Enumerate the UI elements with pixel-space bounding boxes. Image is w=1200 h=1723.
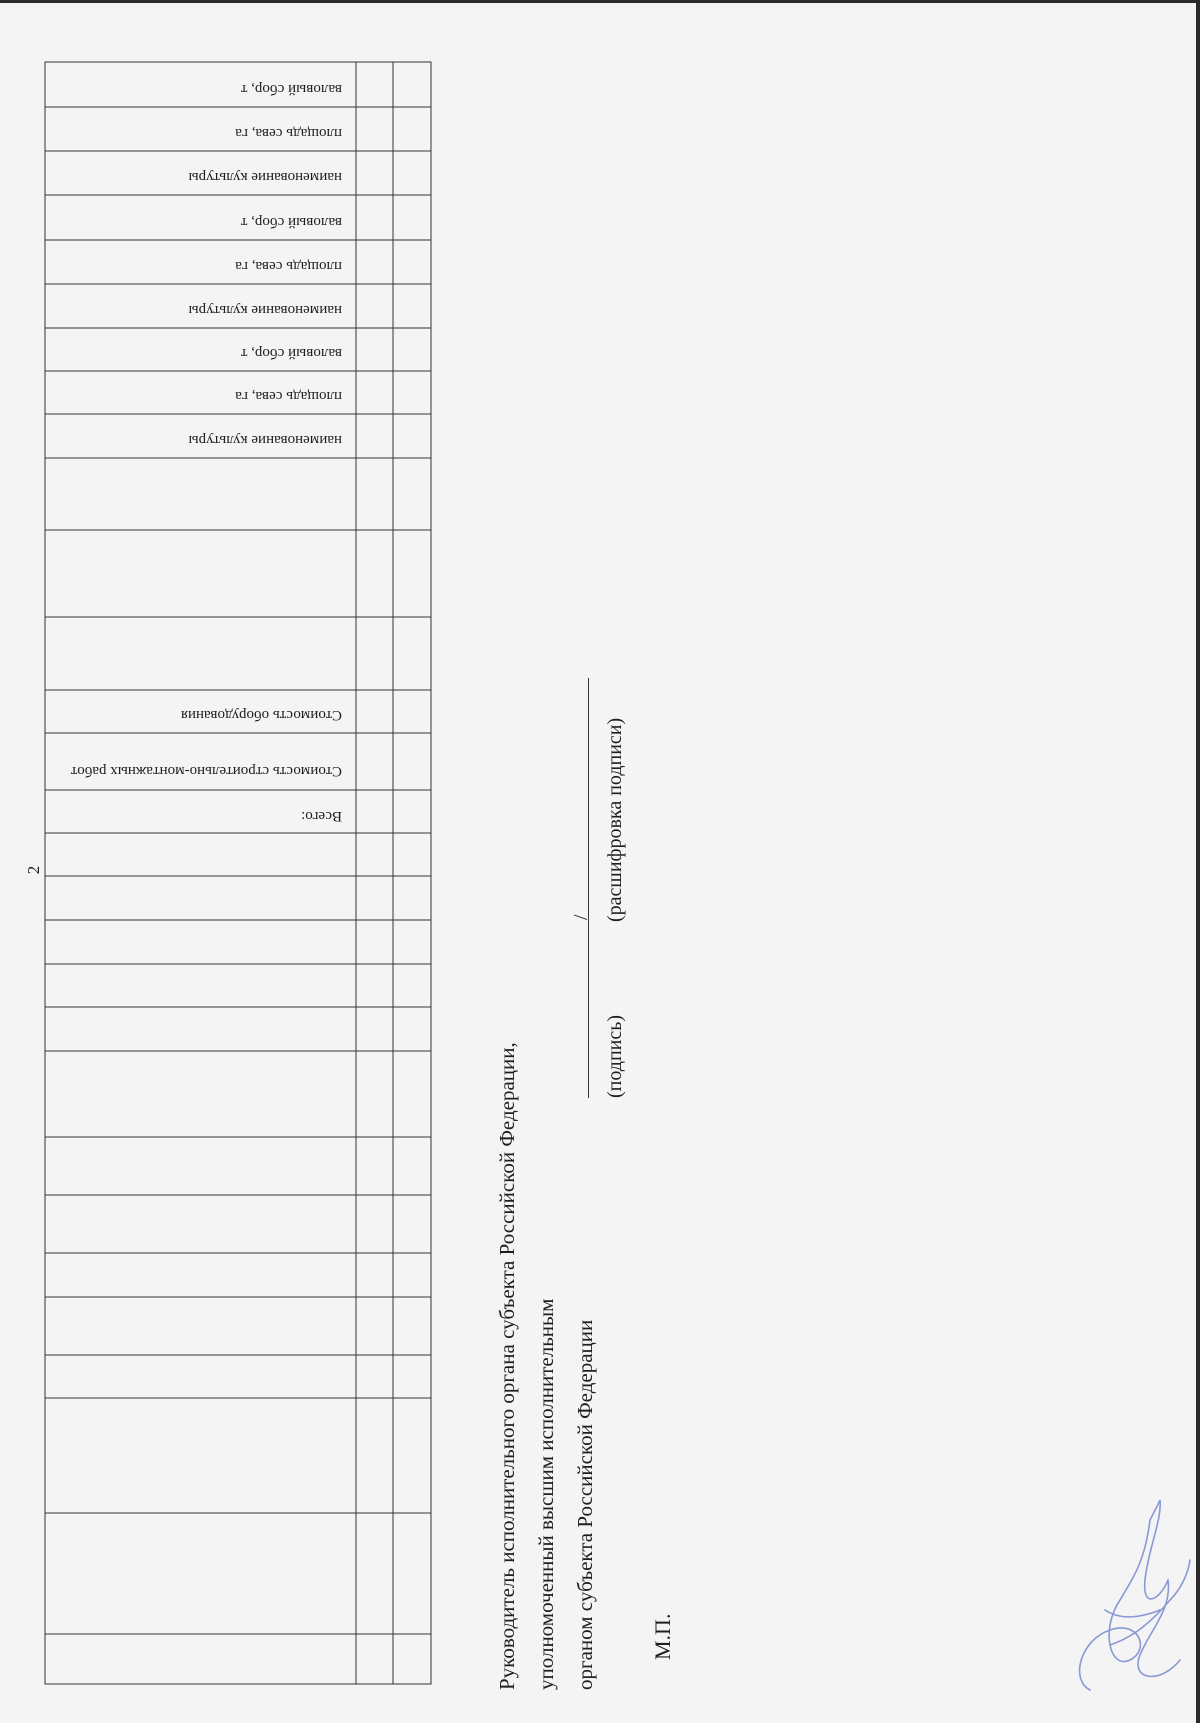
header-cost-construction: Стоимость строительно-монтажных работ <box>70 763 342 779</box>
stamp-place: М.П. <box>650 1613 675 1660</box>
data-table <box>0 0 440 1700</box>
header-sown-area-3: площадь сева, га <box>235 125 342 141</box>
header-gross-harvest-2: валовый сбор, т <box>240 214 342 230</box>
header-crop-name-1: наименование культуры <box>188 432 342 448</box>
header-sown-area-1: площадь сева, га <box>235 388 342 404</box>
signatory-title-line-3: органом субъекта Российской Федерации <box>573 1319 597 1690</box>
signatory-title-line-1: Руководитель исполнительного органа субъекта Российской Федерации, <box>495 1042 519 1690</box>
caption-decoding: (расшифровка подписи) <box>604 717 626 922</box>
signature-rule <box>588 678 589 1098</box>
header-gross-harvest-3: валовый сбор, т <box>240 81 342 97</box>
header-crop-name-2: наименование культуры <box>188 302 342 318</box>
header-sown-area-2: площадь сева, га <box>235 258 342 274</box>
table-header-labels <box>70 81 342 824</box>
signatory-title-line-2: уполномоченный высшим исполнительным <box>534 1298 558 1690</box>
table-row-dividers <box>45 107 431 1634</box>
handwritten-signature-icon <box>1050 1480 1200 1700</box>
header-total: Всего: <box>301 808 342 824</box>
signature-block <box>488 390 688 1690</box>
caption-signature: (подпись) <box>604 1014 626 1098</box>
header-crop-name-3: наименование культуры <box>188 169 342 185</box>
page-number: 2 <box>24 865 43 875</box>
signature-line <box>566 390 626 1690</box>
signature-separator: / <box>570 914 592 920</box>
scan-edge-right <box>1196 0 1200 1723</box>
header-gross-harvest-1: валовый сбор, т <box>240 345 342 361</box>
header-cost-equipment: Стоимость оборудования <box>181 707 342 723</box>
